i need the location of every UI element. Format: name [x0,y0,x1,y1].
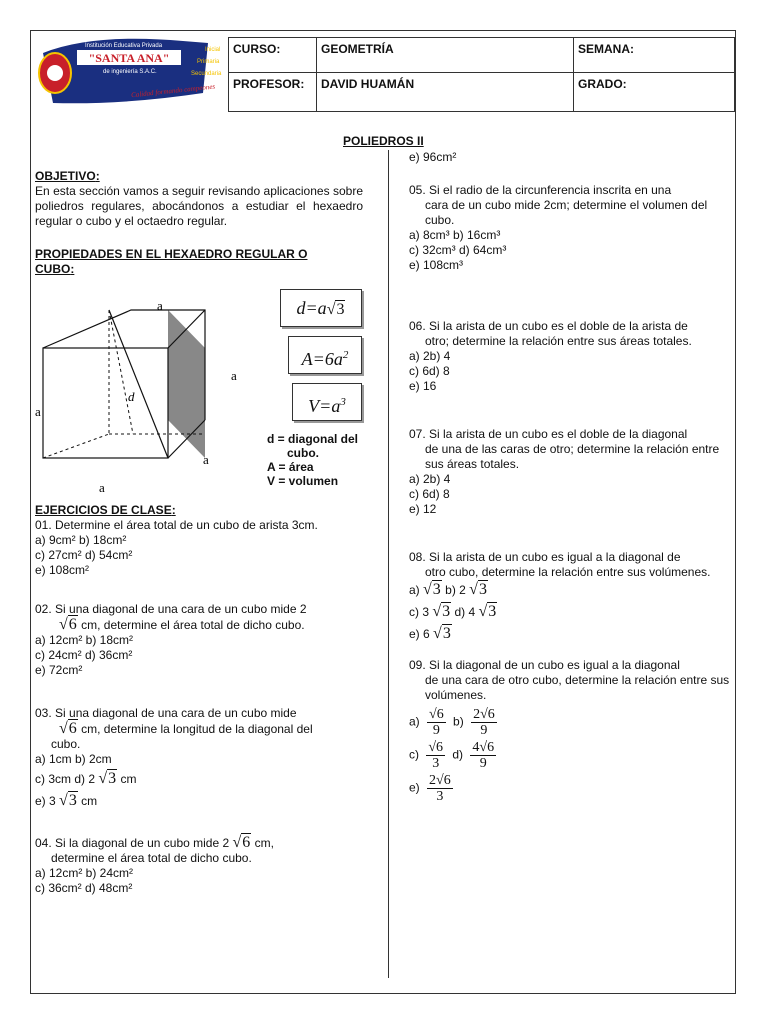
cube-label-left: a [35,404,41,419]
left-exercises: EJERCICIOS DE CLASE: 01. Determine el área total de un cubo de arista 3cm. a) 9cm² b) 18cm² c) 27cm² d) 54cm² e) 108cm² 02. Si una diagonal de una cara de un cubo mide 2 √6 cm, determine el área total de dicho cubo. a) 12cm² b) 18cm² c) 24cm² d) 36cm² e) 72cm² 03. Si una diagonal de una cara de un cubo mide √6 cm, determine la longitud de la diagonal del cubo. a) 1cm b) 2cm c) 3cm d) 2 √3 cm e) 3 √3 cm 04. Si la diagonal de un cubo mide 2 √6 cm, determine el área total de dicho cubo. a) 12cm² b) 24cm² c) 36cm² d) 48cm² [35,503,375,896]
formula-diagonal: d=a√3 [280,289,362,327]
logo-side-1: Inicial [205,47,221,53]
school-logo [33,33,227,113]
formula-area: $A=6a^2$ [288,336,362,374]
q09: 09. Si la diagonal de un cubo es igual a la diagonal [409,658,680,672]
curso-label: CURSO: [229,38,317,73]
propiedades-heading: PROPIEDADES EN EL HEXAEDRO REGULAR O [35,247,308,261]
ejercicios-heading: EJERCICIOS DE CLASE [35,503,172,517]
cube-figure [33,298,249,496]
profesor-value: DAVID HUAMÁN [317,73,574,112]
logo-name: "SANTA ANA" [88,51,170,65]
right-column: e) 96cm² 05. Si el radio de la circunferencia inscrita en una cara de un cubo mide 2cm; determine el volumen del cubo. a) 8cm³ b) 16cm³ c) 32cm³ d) 64cm³ e) 108cm³ 06. Si la arista de un cubo es el doble de la arista de otro; determine la relación entre sus áreas totales. a) 2b) 4 c) 6d) 8 e) 16 07. Si la arista de un cubo es el doble de la diagonal de una de las caras de otro; determine la relación entre sus áreas totales. a) 2b) 4 c) 6d) 8 e) 12 08. Si la arista de un cubo es igual a la diagonal de otro cubo, determine la relación entre sus volúmenes. a) √3 b) 2 √3 c) 3 √3 d) 4 √3 e) 6 √3 09. Si la diagonal de un cubo es igual a la diagonal de una cara de otro cubo, determine la relación entre sus volúmenes. a) $\frac{√6}{9}$ b) $\frac{2√6}{9}$ c) $\frac{√6}{3}$ d) $\frac{4√6}{9}$ e) $\frac{2√6}{3}$ [409,150,737,804]
q05: 05. Si el radio de la circunferencia inscrita en una [409,183,672,197]
objetivo-text: En esta sección vamos a seguir revisando aplicaciones sobre poliedros regulares, abocándonos a estudiar el hexaedro regular o cubo y el octaedro regular. [35,184,363,228]
profesor-label: PROFESOR: [229,73,317,112]
objetivo-heading: OBJETIVO [35,169,96,183]
cube-label-bottom: a [99,480,105,495]
q03: 03. Si una diagonal de una cara de un cubo mide [35,706,297,720]
q04: 04. Si la diagonal de un cubo mide 2 √6 cm, [35,834,274,851]
logo-line1: Institución Educativa Privada [85,43,163,49]
q07: 07. Si la arista de un cubo es el doble de la diagonal [409,427,688,441]
page-title: POLIEDROS II [343,134,424,148]
propiedades-heading-2: CUBO [35,262,71,276]
cube-label-right: a [231,368,237,383]
q06: 06. Si la arista de un cubo es el doble de la arista de [409,319,688,333]
left-column: OBJETIVO: En esta sección vamos a seguir revisando aplicaciones sobre poliedros regulares, abocándonos a estudiar el hexaedro regular o cubo y el octaedro regular. PROPIEDADES EN EL HEXAEDRO REGULAR O CUBO: [35,169,363,276]
header-table [228,37,735,112]
cube-label-top: a [157,298,163,313]
logo-slogan: Calidad formando campeones [130,82,216,100]
grado-label: GRADO: [574,73,735,112]
column-divider [388,150,389,978]
semana-label: SEMANA: [574,38,735,73]
q02: 02. Si una diagonal de una cara de un cubo mide 2 [35,602,307,616]
formula-volume: $V=a^3$ [292,383,362,421]
logo-side-3: Secundaria [191,71,222,77]
curso-value: GEOMETRÍA [317,38,574,73]
q01: 01. Determine el área total de un cubo de arista 3cm. [35,518,318,532]
cube-label-depth: a [203,452,209,467]
logo-line2: de ingeniería S.A.C. [103,69,157,75]
q08: 08. Si la arista de un cubo es igual a la diagonal de [409,550,681,564]
logo-side-2: Primaria [197,59,220,65]
formula-legend: d = diagonal del cubo. A = área V = volumen [267,432,359,488]
cube-label-diagonal: d [128,389,135,404]
